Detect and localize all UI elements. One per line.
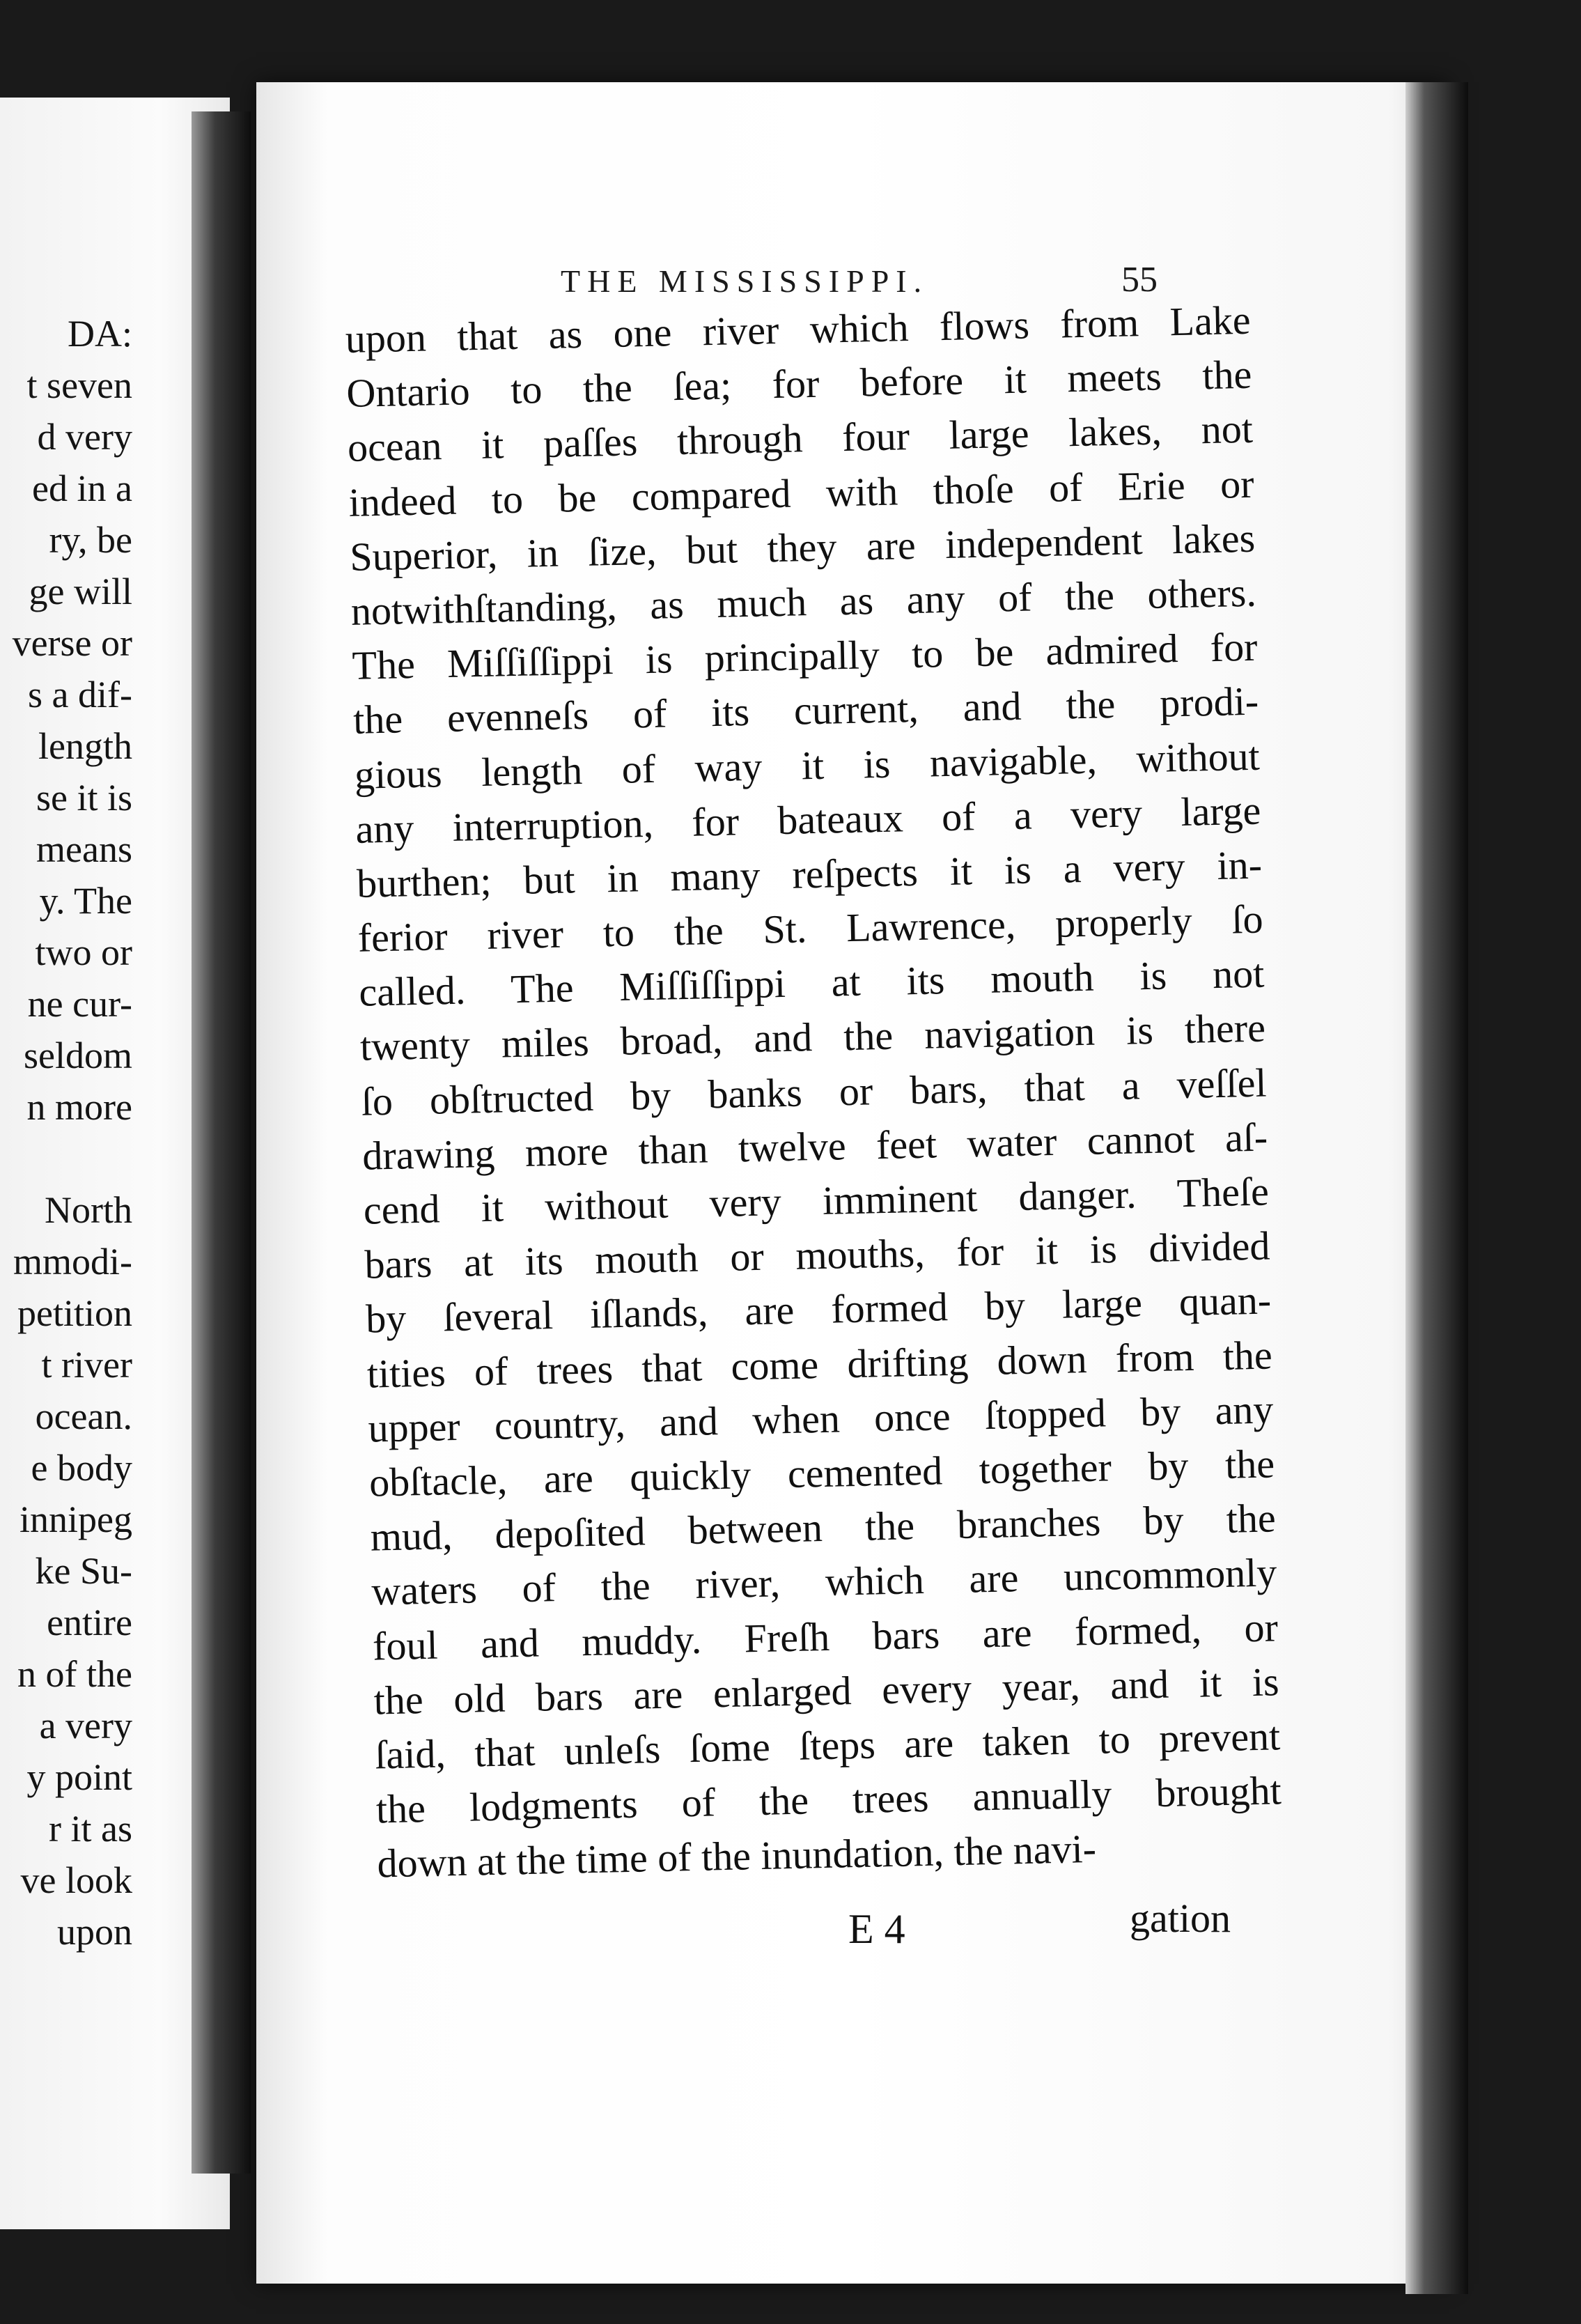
text-line: ſaid, that unleſs ſome ſteps are taken to prevent bbox=[374, 1713, 1281, 1778]
text-line: Superior, in ſize, but they are independent lakes bbox=[349, 515, 1256, 580]
left-text-fragment: ocean. bbox=[35, 1395, 132, 1437]
text-line: upper country, and when once ſtopped by any bbox=[367, 1386, 1274, 1451]
left-text-fragment: t seven bbox=[26, 364, 132, 406]
text-line: notwithſtanding, as much as any of the others. bbox=[350, 569, 1257, 634]
text-line: ſo obſtructed by banks or bars, that a veſſel bbox=[361, 1060, 1268, 1124]
text-line: upon that as one river which flows from Lake bbox=[345, 297, 1252, 362]
text-line: waters of the river, which are uncommonly bbox=[371, 1549, 1277, 1614]
left-text-fragment: mmodi- bbox=[13, 1241, 132, 1283]
text-line: the lodgments of the trees annually brought bbox=[375, 1767, 1282, 1832]
left-text-fragment: innipeg bbox=[20, 1498, 132, 1540]
text-line: cend it without very imminent danger. Theſe bbox=[363, 1168, 1270, 1233]
text-line: any interruption, for bateaux of a very large bbox=[355, 787, 1261, 852]
book-gutter bbox=[192, 111, 251, 2174]
left-text-fragment: length bbox=[38, 725, 132, 767]
text-line: tities of trees that come drifting down from the bbox=[366, 1332, 1273, 1397]
left-text-fragment: e body bbox=[31, 1447, 132, 1489]
text-line: bars at its mouth or mouths, for it is divided bbox=[364, 1223, 1271, 1287]
text-line: burthen; but in many reſpects it is a very in- bbox=[356, 842, 1263, 906]
left-text-fragment: s a dif- bbox=[28, 674, 132, 715]
text-line: The Miſſiſſippi is principally to be admired for bbox=[351, 623, 1259, 689]
left-text-fragment: t river bbox=[41, 1344, 132, 1386]
text-line: foul and muddy. Freſh bars are formed, or bbox=[372, 1604, 1279, 1669]
left-text-fragment: verse or bbox=[12, 622, 132, 664]
left-text-fragment: ry, be bbox=[49, 519, 132, 561]
text-line: gious length of way it is navigable, without bbox=[354, 733, 1261, 798]
text-line: the evenneſs of its current, and the prodi- bbox=[352, 678, 1259, 743]
text-line: drawing more than twelve feet water cannot aſ- bbox=[361, 1114, 1268, 1179]
left-text-fragment: r it as bbox=[49, 1808, 132, 1850]
left-text-fragment: y point bbox=[26, 1756, 132, 1798]
text-line: twenty miles broad, and the navigation is there bbox=[359, 1005, 1266, 1070]
text-line: by ſeveral iſlands, are formed by large quan- bbox=[365, 1277, 1272, 1342]
left-text-fragment: ve look bbox=[20, 1859, 132, 1901]
text-line: ocean it paſſes through four large lakes, not bbox=[347, 406, 1254, 471]
text-line: obſtacle, are quickly cemented together by the bbox=[368, 1441, 1275, 1505]
left-text-fragment: ke Su- bbox=[35, 1550, 132, 1592]
left-text-fragment: means bbox=[36, 828, 132, 870]
left-text-fragment: a very bbox=[39, 1705, 132, 1746]
left-text-fragment: ne cur- bbox=[27, 983, 132, 1025]
signature-mark: E 4 bbox=[848, 1906, 905, 1952]
text-line: ferior river to the St. Lawrence, properly ſo bbox=[357, 896, 1264, 961]
catchword: gation bbox=[1130, 1896, 1231, 1941]
running-head: THE MISSISSIPPI. bbox=[561, 263, 929, 299]
left-text-fragment: seldom bbox=[24, 1035, 132, 1076]
left-text-fragment: entire bbox=[47, 1602, 132, 1643]
left-text-fragment: DA: bbox=[68, 313, 132, 355]
left-page-text bbox=[0, 307, 132, 1956]
left-text-fragment: n more bbox=[26, 1086, 132, 1128]
left-text-fragment: petition bbox=[17, 1292, 132, 1334]
page-number: 55 bbox=[1121, 260, 1158, 300]
text-line: Ontario to the ſea; for before it meets the bbox=[345, 351, 1252, 417]
left-text-fragment: North bbox=[45, 1189, 132, 1231]
text-line: down at the time of the inundation, the navi- bbox=[376, 1826, 1097, 1887]
left-text-fragment: two or bbox=[35, 931, 132, 973]
text-line: called. The Miſſiſſippi at its mouth is not bbox=[358, 950, 1265, 1016]
left-text-fragment: d very bbox=[37, 416, 132, 458]
text-line: indeed to be compared with thoſe of Erie or bbox=[348, 460, 1255, 525]
left-text-fragment bbox=[0, 1131, 132, 1183]
body-text bbox=[345, 293, 1283, 1891]
left-text-fragment: se it is bbox=[36, 777, 132, 819]
text-line: the old bars are enlarged every year, and it is bbox=[373, 1659, 1280, 1723]
left-text-fragment: upon bbox=[57, 1911, 132, 1953]
left-text-fragment: ge will bbox=[29, 571, 132, 612]
text-line: mud, depoſited between the branches by the bbox=[370, 1495, 1277, 1560]
page-edge-shadow bbox=[1405, 82, 1468, 2294]
left-text-fragment: n of the bbox=[17, 1653, 132, 1695]
left-text-fragment: ed in a bbox=[32, 467, 132, 509]
left-text-fragment: y. The bbox=[39, 880, 132, 922]
